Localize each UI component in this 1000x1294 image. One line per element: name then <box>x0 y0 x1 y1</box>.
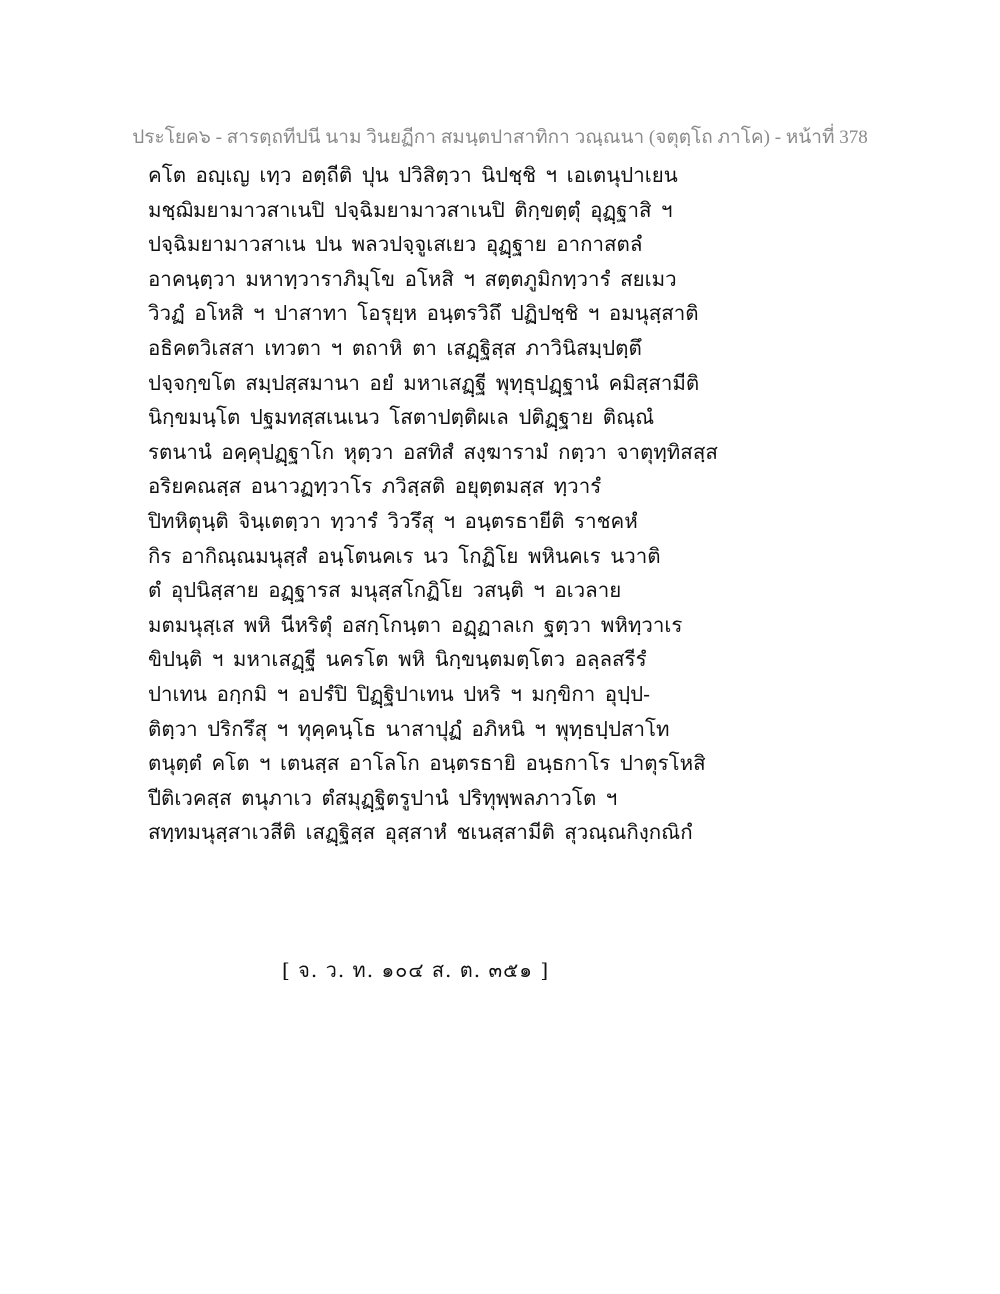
text-line: อริยคณสฺส อนาวฏทฺวาโร ภวิสฺสติ อยุตฺตมสฺส ทฺวารํ <box>148 474 602 499</box>
text-line: อธิคตวิเสสา เทวตา ฯ ตถาหิ ตา เสฏฺฐิสฺส ภาวินิสมฺปตฺตึ <box>148 335 642 360</box>
text-line: ปีติเวคสฺส ตนุภาเว ตํสมุฏฺฐิตรูปานํ ปริทุพฺพลภาวโต ฯ <box>148 785 618 810</box>
page-header: ประโยค๖ - สารตฺถทีปนี นาม วินยฏีกา สมนฺตปาสาทิกา วณฺณนา (จตุตฺโถ ภาโค) - หน้าที่ 378 <box>132 127 868 148</box>
text-line: ตํ อุปนิสฺสาย อฏฺฐารส มนุสฺสโกฏิโย วสนฺติ ฯ อเวลาย <box>148 578 622 603</box>
text-line: ปิทหิตุนฺติ จินฺเตตฺวา ทฺวารํ วิวรึสุ ฯ อนฺตรธายีติ ราชคหํ <box>148 508 638 533</box>
source-reference: [ จ. ว. ท. ๑๐๔ ส. ต. ๓๕๑ ] <box>282 958 550 982</box>
text-line: ปจฺจกฺขโต สมฺปสฺสมานา อยํ มหาเสฏฺฐี พุทฺธุปฏฺฐานํ คมิสฺสามีติ <box>148 370 700 395</box>
text-line: คโต อญฺเญ เทฺว อตฺถีติ ปุน ปวิสิตฺวา นิปชฺชิ ฯ เอเตนุปาเยน <box>148 163 678 187</box>
text-line: ติตฺวา ปริกรึสุ ฯ ทุคฺคนฺโธ นาสาปุฏํ อภิหนิ ฯ พุทฺธปฺปสาโท <box>148 716 670 741</box>
text-line: สทฺทมนุสฺสาเวสีติ เสฏฺฐิสฺส อุสฺสาหํ ชเนสฺสามีติ สุวณฺณกิงฺกณิกํ <box>148 820 693 845</box>
text-line: วิวฏํ อโหสิ ฯ ปาสาทา โอรุยฺห อนฺตรวิถึ ปฏิปชฺชิ ฯ อมนุสฺสาติ <box>148 301 699 326</box>
text-line: กิร อากิณฺณมนุสฺสํ อนฺโตนคเร นว โกฏิโย พหินคเร นวาติ <box>148 543 661 568</box>
text-line: นิกฺขมนฺโต ปฐมทสฺสเนเนว โสตาปตฺติผเล ปติฏฺฐาย ติณฺณํ <box>148 405 655 430</box>
text-line: รตนานํ อคฺคุปฏฺฐาโก หุตฺวา อสทิสํ สงฺฆารามํ กตฺวา จาตุทฺทิสสฺส <box>148 439 718 464</box>
text-line: ปาเทน อกฺกมิ ฯ อปรํปิ ปิฏฺฐิปาเทน ปหริ ฯ มกฺขิกา อุปฺป- <box>148 681 651 706</box>
text-line: มตมนุสฺเส พหิ นีหริตุํ อสกฺโกนฺตา อฏฺฏาลเก ฐตฺวา พหิทฺวาเร <box>148 612 683 637</box>
text-line: อาคนฺตฺวา มหาทฺวาราภิมุโข อโหสิ ฯ สตฺตภูมิกทฺวารํ สยเมว <box>148 266 677 291</box>
body-text <box>148 158 848 850</box>
text-line: มชฺฌิมยามาวสาเนปิ ปจฺฉิมยามาวสาเนปิ ติกฺขตฺตุํ อุฏฺฐาสิ ฯ <box>148 197 673 222</box>
text-line: ตนุตฺตํ คโต ฯ เตนสฺส อาโลโก อนฺตรธายิ อนฺธกาโร ปาตุรโหสิ <box>148 751 706 776</box>
text-line: ขิปนฺติ ฯ มหาเสฏฺฐี นครโต พหิ นิกฺขนฺตมตฺโตว อลฺลสรีรํ <box>148 647 647 672</box>
text-line: ปจฺฉิมยามาวสาเน ปน พลวปจฺจูเสเยว อุฏฺฐาย อากาสตลํ <box>148 232 643 257</box>
